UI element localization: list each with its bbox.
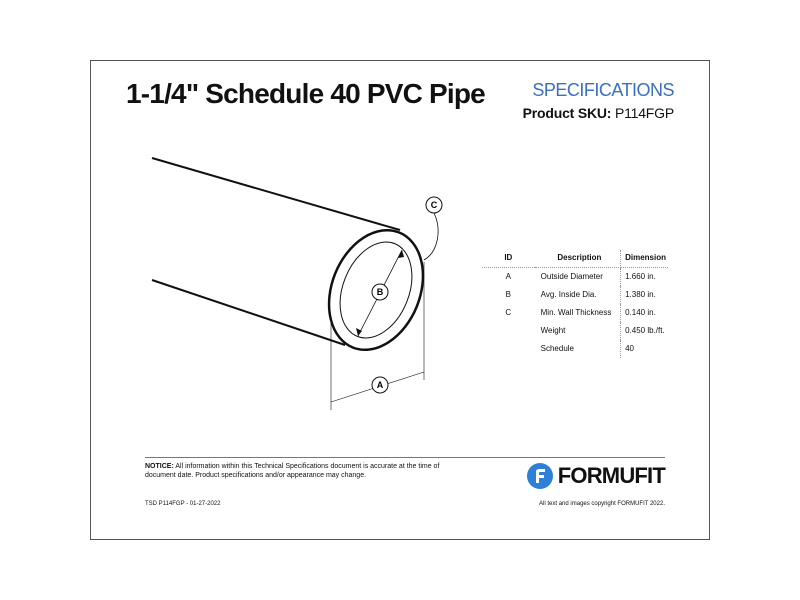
table-row	[482, 304, 668, 322]
row-id	[482, 322, 535, 340]
header-id: ID	[482, 250, 535, 268]
wall-leader-line	[424, 213, 438, 260]
table-header-row	[482, 250, 668, 268]
table-row	[482, 340, 668, 358]
header-dimension: Dimension	[621, 250, 668, 268]
row-dimension: 1.380 in.	[625, 290, 656, 299]
specifications-table	[482, 250, 668, 358]
specifications-heading: SPECIFICATIONS	[532, 80, 674, 100]
header-description: Description	[535, 250, 621, 268]
brand-name: FORMUFIT	[557, 463, 665, 488]
row-description: Outside Diameter	[535, 268, 621, 287]
row-dimension: 1.660 in.	[625, 272, 656, 281]
sku-label: Product SKU:	[522, 105, 612, 121]
callout-b	[372, 284, 388, 300]
row-description: Avg. Inside Dia.	[535, 286, 621, 304]
row-dimension: 0.450 lb./ft.	[625, 326, 665, 335]
row-description: Weight	[535, 322, 621, 340]
sku-value: P114FGP	[614, 105, 674, 121]
pipe-top-edge	[152, 158, 400, 230]
table-row	[482, 286, 668, 304]
table-row	[482, 268, 668, 287]
pipe-bottom-edge	[152, 280, 345, 345]
callout-a-label: A	[376, 380, 384, 390]
copyright-text: All text and images copyright FORMUFIT 2022.	[539, 501, 665, 507]
callout-c-label: C	[430, 200, 438, 210]
footer-divider	[145, 457, 665, 458]
notice-text	[145, 462, 465, 480]
page-title: 1-1/4" Schedule 40 PVC Pipe	[126, 78, 485, 109]
callout-b-label: B	[376, 287, 384, 297]
notice-label: NOTICE:	[145, 463, 174, 470]
row-description: Min. Wall Thickness	[535, 304, 621, 322]
formufit-logo	[526, 462, 665, 490]
document-code: TSD P114FGP - 01-27-2022	[145, 501, 221, 507]
notice-body: All information within this Technical Specifications document is accurate at the time of document date. Product specifications and/or appearance may change.	[145, 463, 440, 479]
row-dimension: 40	[625, 344, 634, 353]
callout-a	[372, 377, 388, 393]
row-description: Schedule	[535, 340, 621, 358]
row-id: C	[505, 308, 512, 317]
row-id: A	[505, 272, 511, 281]
row-id: B	[505, 290, 511, 299]
row-id	[482, 340, 535, 358]
formufit-logo-icon	[526, 462, 554, 490]
callout-c	[426, 197, 442, 213]
table-row	[482, 322, 668, 340]
row-dimension: 0.140 in.	[625, 308, 656, 317]
